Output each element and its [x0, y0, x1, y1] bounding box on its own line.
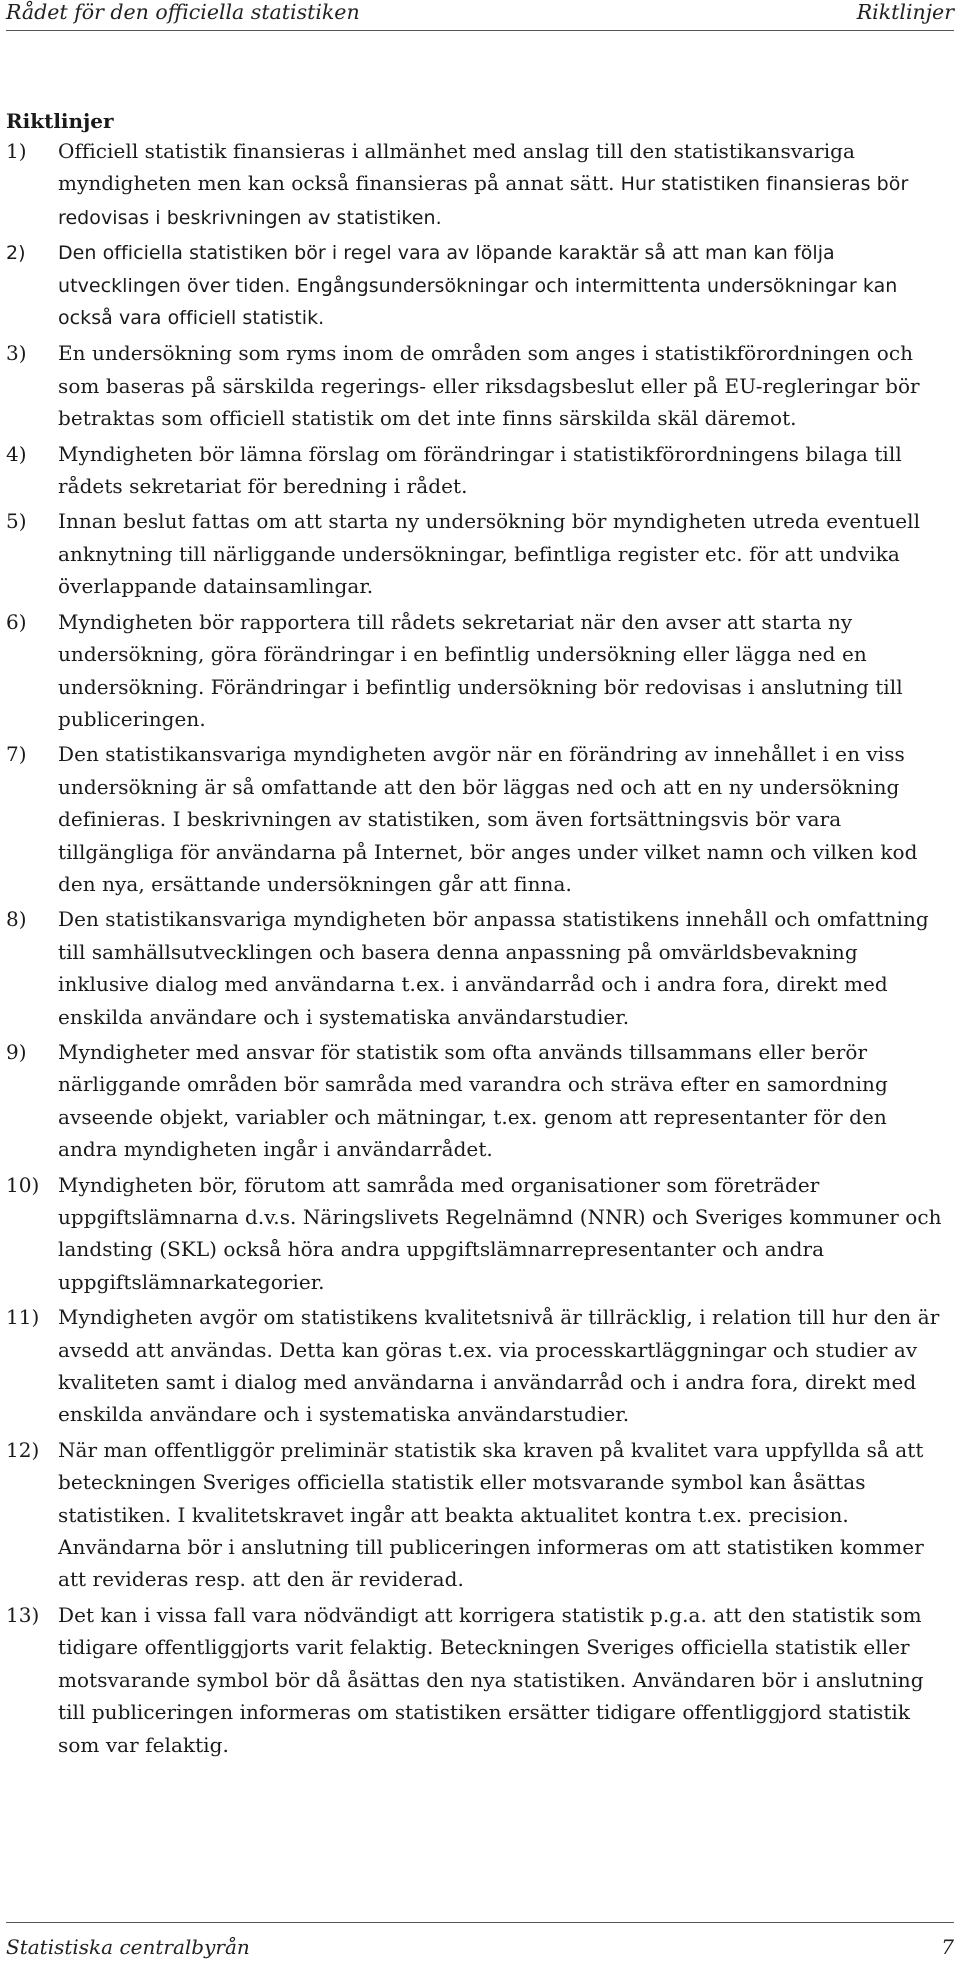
item-number: 3) — [6, 341, 27, 366]
item-number: 12) — [6, 1437, 40, 1462]
guideline-item-9 — [6, 1036, 952, 1166]
guideline-item-5 — [6, 505, 952, 602]
item-text: Myndigheten bör lämna förslag om förändringar i statistikförordningens bilaga till rådets sekretariat för beredning i rådet. — [58, 441, 902, 499]
item-number: 7) — [6, 742, 27, 767]
item-text: Den statistikansvariga myndigheten avgör när en förändring av innehållet i en viss undersökning är så omfattande att den bör läggas ned och att en ny undersökning definieras. I beskrivningen av statistiken, som även fortsättningsvis bör vara tillgängliga för användarna på Internet, bör anges under vilket namn och vilken kod den nya, ersättande undersökningen går att finna. — [58, 742, 918, 896]
guideline-item-12 — [6, 1434, 952, 1596]
page-content — [6, 107, 952, 1764]
item-number: 2) — [6, 242, 26, 265]
header-document-title: Rådet för den officiella statistiken — [6, 0, 360, 24]
guideline-item-4 — [6, 438, 952, 503]
item-number: 13) — [6, 1602, 40, 1627]
section-title: Riktlinjer — [6, 109, 114, 133]
item-text: Den statistikansvariga myndigheten bör anpassa statistikens innehåll och omfattning till samhällsutvecklingen och basera denna anpassning på omvärldsbevakning inklusive dialog med användarna t.ex. i användarråd och i andra fora, direkt med enskilda användare och i systematiska användarstudier. — [58, 907, 929, 1029]
item-text: När man offentliggör preliminär statistik ska kraven på kvalitet vara uppfyllda så att beteckningen Sveriges officiella statistik eller motsvarande symbol kan åsättas statistiken. I kvalitetskravet ingår att beakta aktualitet kontra t.ex. precision. Användarna bör i anslutning till publiceringen informeras om att statistiken kommer att revideras resp. att den är reviderad. — [58, 1437, 924, 1592]
item-text: Myndigheten bör, förutom att samråda med organisationer som företräder uppgiftslämnarna d.v.s. Näringslivets Regelnämnd (NNR) och Sveriges kommuner och landsting (SKL) också höra andra uppgiftslämnarrepresentanter och andra uppgiftslämnarkategorier. — [58, 1172, 942, 1294]
item-text: En undersökning som ryms inom de områden som anges i statistikförordningen och som baseras på särskilda regerings- eller riksdagsbeslut eller på EU-regleringar bör betraktas som officiell statistik om det inte finns särskilda skäl däremot. — [58, 341, 920, 431]
item-text-part: Officiell statistik finansieras i allmänhet med anslag till den statistikansvariga myndigheten men kan också finansieras på annat sätt. — [58, 139, 855, 196]
guideline-item-7 — [6, 738, 952, 900]
item-number: 1) — [6, 139, 27, 163]
item-text: Myndigheter med ansvar för statistik som ofta används tillsammans eller berör närliggande områden bör samråda med varandra och sträva efter en samordning avseende objekt, variabler och mätningar, t.ex. genom att representanter för den andra myndigheten ingår i användarrådet. — [58, 1039, 888, 1162]
item-number: 11) — [6, 1305, 40, 1330]
item-text: Innan beslut fattas om att starta ny undersökning bör myndigheten utreda eventuell anknytning till närliggande undersökningar, befintliga register etc. för att undvika överlappande datainsamlingar. — [58, 509, 921, 599]
guideline-list — [6, 135, 952, 1761]
item-text: Det kan i vissa fall vara nödvändigt att korrigera statistik p.g.a. att den statistik som tidigare offentliggjorts varit felaktig. Beteckningen Sveriges officiella statistik eller motsvarande symbol bör då åsättas den nya statistiken. Användaren bör i anslutning till publiceringen informeras om statistiken ersätter tidigare offentliggjord statistik som var felaktig. — [58, 1602, 924, 1757]
guideline-item-3 — [6, 337, 952, 434]
item-number: 6) — [6, 609, 27, 634]
running-header — [6, 0, 954, 31]
page-number: 7 — [941, 1935, 954, 1959]
guideline-item-6 — [6, 606, 952, 736]
guideline-item-10 — [6, 1169, 952, 1299]
item-number: 4) — [6, 441, 27, 466]
header-section-name: Riktlinjer — [856, 0, 954, 24]
item-text — [58, 135, 952, 234]
running-footer — [6, 1922, 954, 1961]
footer-publisher: Statistiska centralbyrån — [6, 1935, 250, 1959]
item-text: Myndigheten bör rapportera till rådets sekretariat när den avser att starta ny undersökning, göra förändringar i en befintlig undersökning eller lägga ned en undersökning. Förändringar i befintlig undersökning bör redovisas i anslutning till publiceringen. — [58, 609, 903, 731]
item-number: 10) — [6, 1172, 40, 1197]
item-text-part: Hur statistiken finansieras bör redovisas i beskrivningen av statistiken. — [58, 173, 909, 229]
guideline-item-13 — [6, 1599, 952, 1761]
item-text: Den officiella statistiken bör i regel vara av löpande karaktär så att man kan följa utvecklingen över tiden. Engångsundersökningar och intermittenta undersökningar kan också vara officiell statistik. — [58, 242, 898, 330]
guideline-item-8 — [6, 903, 952, 1033]
item-number: 5) — [6, 509, 27, 534]
item-number: 8) — [6, 907, 27, 932]
item-number: 9) — [6, 1039, 27, 1064]
item-text: Myndigheten avgör om statistikens kvalitetsnivå är tillräcklig, i relation till hur den är avsedd att användas. Detta kan göras t.ex. via processkartläggningar och studier av kvaliteten samt i dialog med användarna i användarråd och i andra fora, direkt med enskilda användare och i systematiska användarstudier. — [58, 1305, 940, 1427]
guideline-item-2 — [6, 237, 952, 334]
guideline-item-11 — [6, 1301, 952, 1431]
guideline-item-1 — [6, 135, 952, 234]
